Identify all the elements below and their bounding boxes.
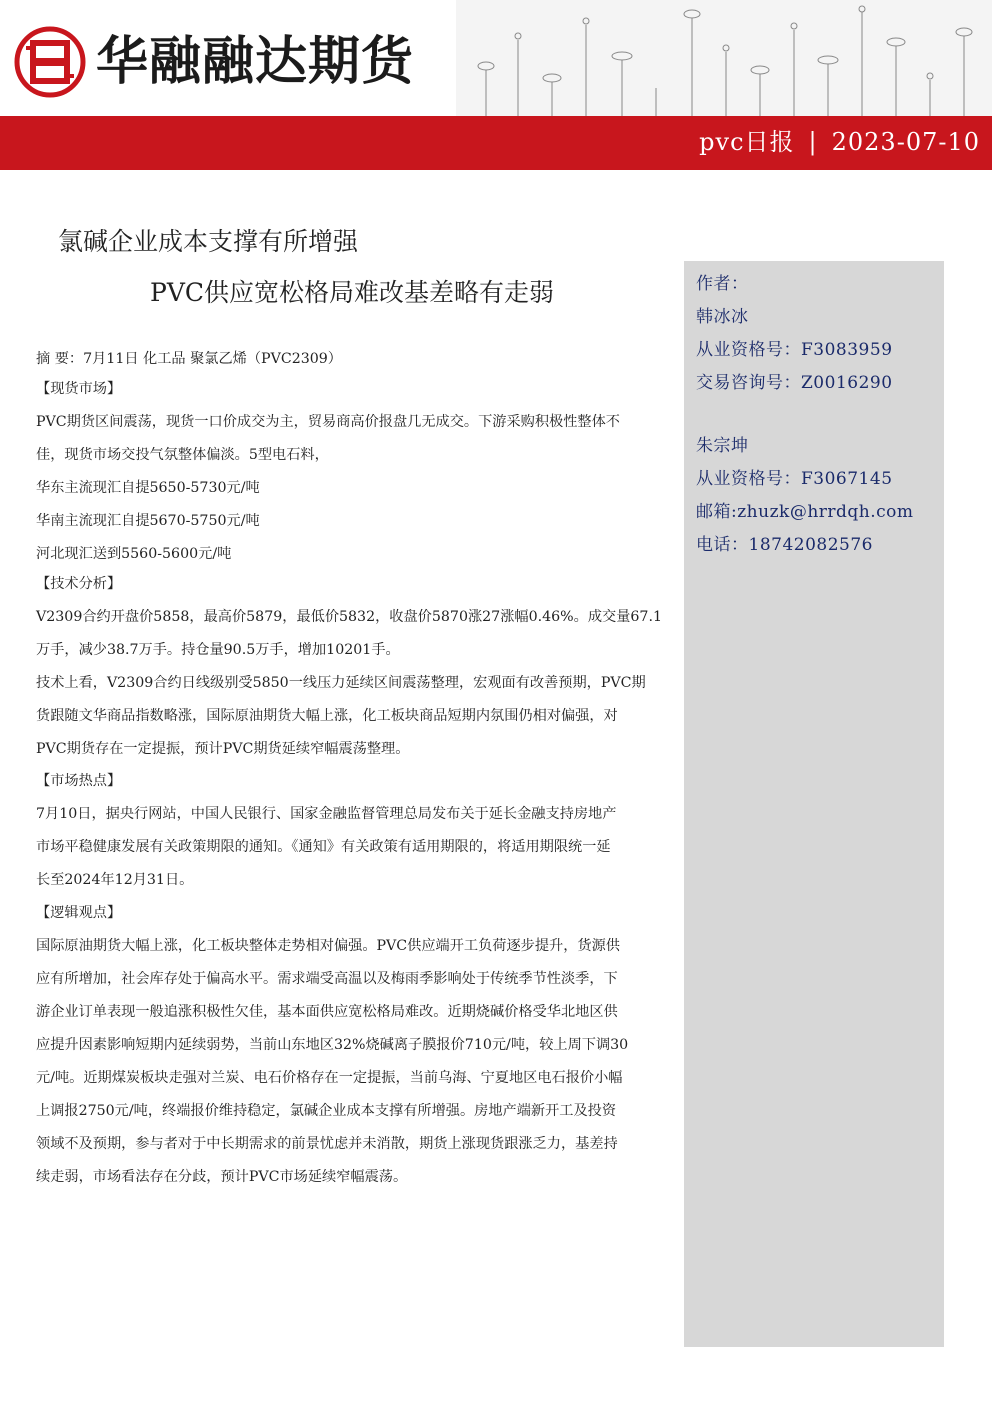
author-label: 作者： [696,274,749,294]
headline-line-2: PVC供应宽松格局难改基差略有走弱 [150,278,555,307]
paragraph-line: 市场平稳健康发展有关政策期限的通知。《通知》有关政策有适用期限的，将适用期限统一延 [36,839,611,855]
headline-line-1: 氯碱企业成本支撑有所增强 [58,227,359,256]
section-heading-logic: 【逻辑观点】 [36,905,122,921]
author-2-phone: 电话：18742082576 [696,535,873,555]
author-1-consult: 交易咨询号：Z0016290 [696,373,893,393]
paragraph-line: V2309合约开盘价5858，最高价5879，最低价5832，收盘价5870涨27涨幅0.46%。成交量67.1 [36,609,662,625]
paragraph-line: 华南主流现汇自提5670-5750元/吨 [36,513,260,529]
paragraph-line: 领域不及预期，参与者对于中长期需求的前景忧虑并未消散，期货上涨现货跟涨乏力，基差持 [36,1136,618,1152]
paragraph-line: 游企业订单表现一般追涨积极性欠佳，基本面供应宽松格局难改。近期烧碱价格受华北地区供 [36,1004,618,1020]
paragraph-line: 元/吨。近期煤炭板块走强对兰炭、电石价格存在一定提振，当前乌海、宁夏地区电石报价小幅 [36,1070,623,1086]
author-sidebar [684,261,944,1347]
paragraph-line: 万手，减少38.7万手。持仓量90.5万手，增加10201手。 [36,642,400,658]
paragraph-line: 应提升因素影响短期内延续弱势，当前山东地区32%烧碱离子膜报价710元/吨，较上周下调30 [36,1037,629,1053]
paragraph-line: PVC期货存在一定提振，预计PVC期货延续窄幅震荡整理。 [36,741,410,757]
paragraph-line: PVC期货区间震荡，现货一口价成交为主，贸易商高价报盘几无成交。下游采购积极性整体不 [36,414,620,430]
paragraph-line: 河北现汇送到5560-5600元/吨 [36,546,232,562]
paragraph-line: 国际原油期货大幅上涨，化工板块整体走势相对偏强。PVC供应端开工负荷逐步提升，货源供 [36,938,620,954]
header-separator: | [808,128,818,156]
header-decoration [456,0,992,116]
report-date: 2023-07-10 [831,128,980,156]
section-heading-hot: 【市场热点】 [36,773,122,789]
paragraph-line: 7月10日，据央行网站，中国人民银行、国家金融监督管理总局发布关于延长金融支持房地产 [36,806,617,822]
report-type: pvc日报 [699,128,795,156]
report-type-date [699,124,980,160]
paragraph-line: 应有所增加，社会库存处于偏高水平。需求端受高温以及梅雨季影响处于传统季节性淡季，下 [36,971,618,987]
paragraph-line: 技术上看，V2309合约日线级别受5850一线压力延续区间震荡整理，宏观面有改善预期，PVC期 [36,675,646,691]
paragraph-line: 华东主流现汇自提5650-5730元/吨 [36,480,260,496]
company-logo-icon [14,26,86,98]
paragraph-line: 长至2024年12月31日。 [36,872,194,888]
paragraph-line: 上调报2750元/吨，终端报价维持稳定，氯碱企业成本支撑有所增强。房地产端新开工及投资 [36,1103,617,1119]
paragraph-line: 佳，现货市场交投气氛整体偏淡。5型电石料， [36,447,329,463]
author-1-name: 韩冰冰 [696,307,749,327]
section-heading-tech: 【技术分析】 [36,576,122,592]
paragraph-line: 货跟随文华商品指数略涨，国际原油期货大幅上涨，化工板块商品短期内氛围仍相对偏强，对 [36,708,618,724]
section-heading-spot: 【现货市场】 [36,381,122,397]
author-2-email: 邮箱:zhuzk@hrrdqh.com [696,502,914,522]
page-header [0,0,992,170]
company-name: 华融融达期货 [96,32,415,92]
author-2-cert: 从业资格号：F3067145 [696,469,893,489]
author-2-name: 朱宗坤 [696,436,749,456]
paragraph-line: 续走弱，市场看法存在分歧，预计PVC市场延续窄幅震荡。 [36,1169,408,1185]
summary-line: 摘 要：7月11日 化工品 聚氯乙烯（PVC2309） [36,351,342,367]
author-1-cert: 从业资格号：F3083959 [696,340,893,360]
